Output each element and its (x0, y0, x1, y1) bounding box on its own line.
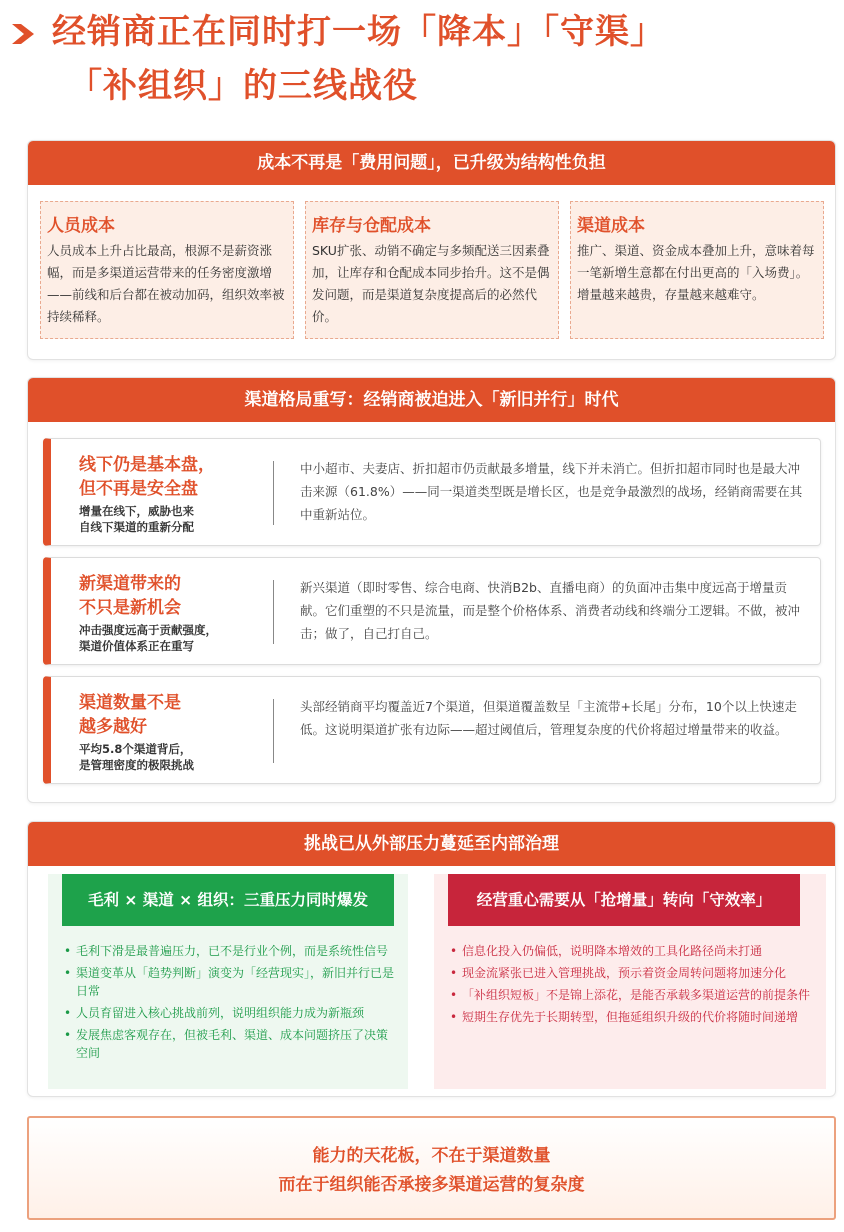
channel-section (27, 377, 836, 803)
divider (273, 699, 274, 763)
cost-card-channel (570, 201, 824, 339)
list-item: • 毛利下滑是最普遍压力，已不是行业个例，而是系统性信号 (62, 942, 394, 960)
cost-card-inventory (305, 201, 559, 339)
channel-row-subtitle: 是管理密度的极限挑战 (79, 758, 194, 772)
cost-section (27, 140, 836, 360)
channel-row-title: 渠道数量不是 (79, 693, 181, 713)
cost-card-body: 推广、渠道、资金成本叠加上升，意味着每一笔新增生意都在付出更高的「入场费」。增量越来越贵，存量越来越难守。 (577, 243, 815, 302)
channel-row-subtitle: 平均5.8个渠道背后， (79, 742, 192, 756)
channel-row-label (79, 453, 249, 535)
conclusion-box (27, 1116, 836, 1220)
efficiency-pane (434, 874, 826, 1089)
pressure-pane (48, 874, 408, 1089)
list-item: • 发展焦虑客观存在，但被毛利、渠道、成本问题挤压了决策空间 (62, 1026, 394, 1062)
conclusion-line-2: 而在于组织能否承接多渠道运营的复杂度 (278, 1175, 585, 1195)
channel-section-header: 渠道格局重写：经销商被迫进入「新旧并行」时代 (28, 378, 835, 422)
cost-card-title: 渠道成本 (577, 216, 645, 236)
channel-row-label (79, 691, 249, 773)
conclusion-line-1: 能力的天花板，不在于渠道数量 (312, 1146, 551, 1166)
channel-row-title: 越多越好 (79, 717, 147, 737)
divider (273, 461, 274, 525)
channel-row-body: 中小超市、夫妻店、折扣超市仍贡献最多增量，线下并未消亡。但折扣超市同时也是最大冲击来源（61.8%）——同一渠道类型既是增长区，也是竞争最激烈的战场，经销商需要在其中重新站位。 (300, 461, 803, 522)
channel-row-offline (43, 438, 821, 546)
list-item: • 现金流紧张已进入管理挑战，预示着资金周转问题将加速分化 (448, 964, 812, 982)
list-item: • 短期生存优先于长期转型，但拖延组织升级的代价将随时间递增 (448, 1008, 812, 1026)
chevron-right-icon (10, 20, 38, 48)
channel-row-title: 但不再是安全盘 (79, 479, 198, 499)
list-item: • 信息化投入仍偏低，说明降本增效的工具化路径尚未打通 (448, 942, 812, 960)
efficiency-pane-header: 经营重心需要从「抢增量」转向「守效率」 (448, 874, 800, 926)
channel-row-new (43, 557, 821, 665)
cost-card-title: 库存与仓配成本 (312, 216, 431, 236)
cost-card-personnel (40, 201, 294, 339)
channel-row-title: 线下仍是基本盘， (79, 455, 215, 475)
channel-row-body: 新兴渠道（即时零售、综合电商、快消B2b、直播电商）的负面冲击集中度远高于增量贡献。它们重塑的不只是流量，而是整个价格体系、消费者动线和终端分工逻辑。不做，被冲击；做了，自己打自己。 (300, 580, 801, 641)
list-item: • 人员育留进入核心挑战前列，说明组织能力成为新瓶颈 (62, 1004, 394, 1022)
channel-row-subtitle: 冲击强度远高于贡献强度， (79, 623, 217, 637)
efficiency-list (448, 942, 812, 1030)
cost-card-body: 人员成本上升占比最高，根源不是薪资涨幅，而是多渠道运营带来的任务密度激增——前线和后台都在被动加码，组织效率被持续稀释。 (47, 243, 285, 324)
channel-row-title: 不只是新机会 (79, 598, 181, 618)
pressure-list (62, 942, 394, 1066)
cost-card-title: 人员成本 (47, 216, 115, 236)
page-title-line-2: 「补组织」的三线战役 (68, 66, 418, 106)
channel-row-subtitle: 渠道价值体系正在重写 (79, 639, 194, 653)
pressure-pane-header: 毛利 × 渠道 × 组织：三重压力同时爆发 (62, 874, 394, 926)
challenge-section-header: 挑战已从外部压力蔓延至内部治理 (28, 822, 835, 866)
channel-row-subtitle: 自线下渠道的重新分配 (79, 520, 194, 534)
channel-row-body: 头部经销商平均覆盖近7个渠道，但渠道覆盖数呈「主流带+长尾」分布，10个以上快速走低。这说明渠道扩张有边际——超过阈值后，管理复杂度的代价将超过增量带来的收益。 (300, 699, 797, 737)
page-title-line-1: 经销商正在同时打一场「降本」「守渠」 (52, 12, 665, 52)
list-item: • 「补组织短板」不是锦上添花，是能否承载多渠道运营的前提条件 (448, 986, 812, 1004)
challenge-section (27, 821, 836, 1097)
channel-row-count (43, 676, 821, 784)
cost-card-body: SKU扩张、动销不确定与多频配送三因素叠加，让库存和仓配成本同步抬升。这不是偶发问题，而是渠道复杂度提高后的必然代价。 (312, 243, 550, 324)
channel-row-title: 新渠道带来的 (79, 574, 181, 594)
cost-section-header: 成本不再是「费用问题」，已升级为结构性负担 (28, 141, 835, 185)
channel-row-subtitle: 增量在线下，威胁也来 (79, 504, 194, 518)
channel-row-label (79, 572, 249, 654)
divider (273, 580, 274, 644)
list-item: • 渠道变革从「趋势判断」演变为「经营现实」，新旧并行已是日常 (62, 964, 394, 1000)
